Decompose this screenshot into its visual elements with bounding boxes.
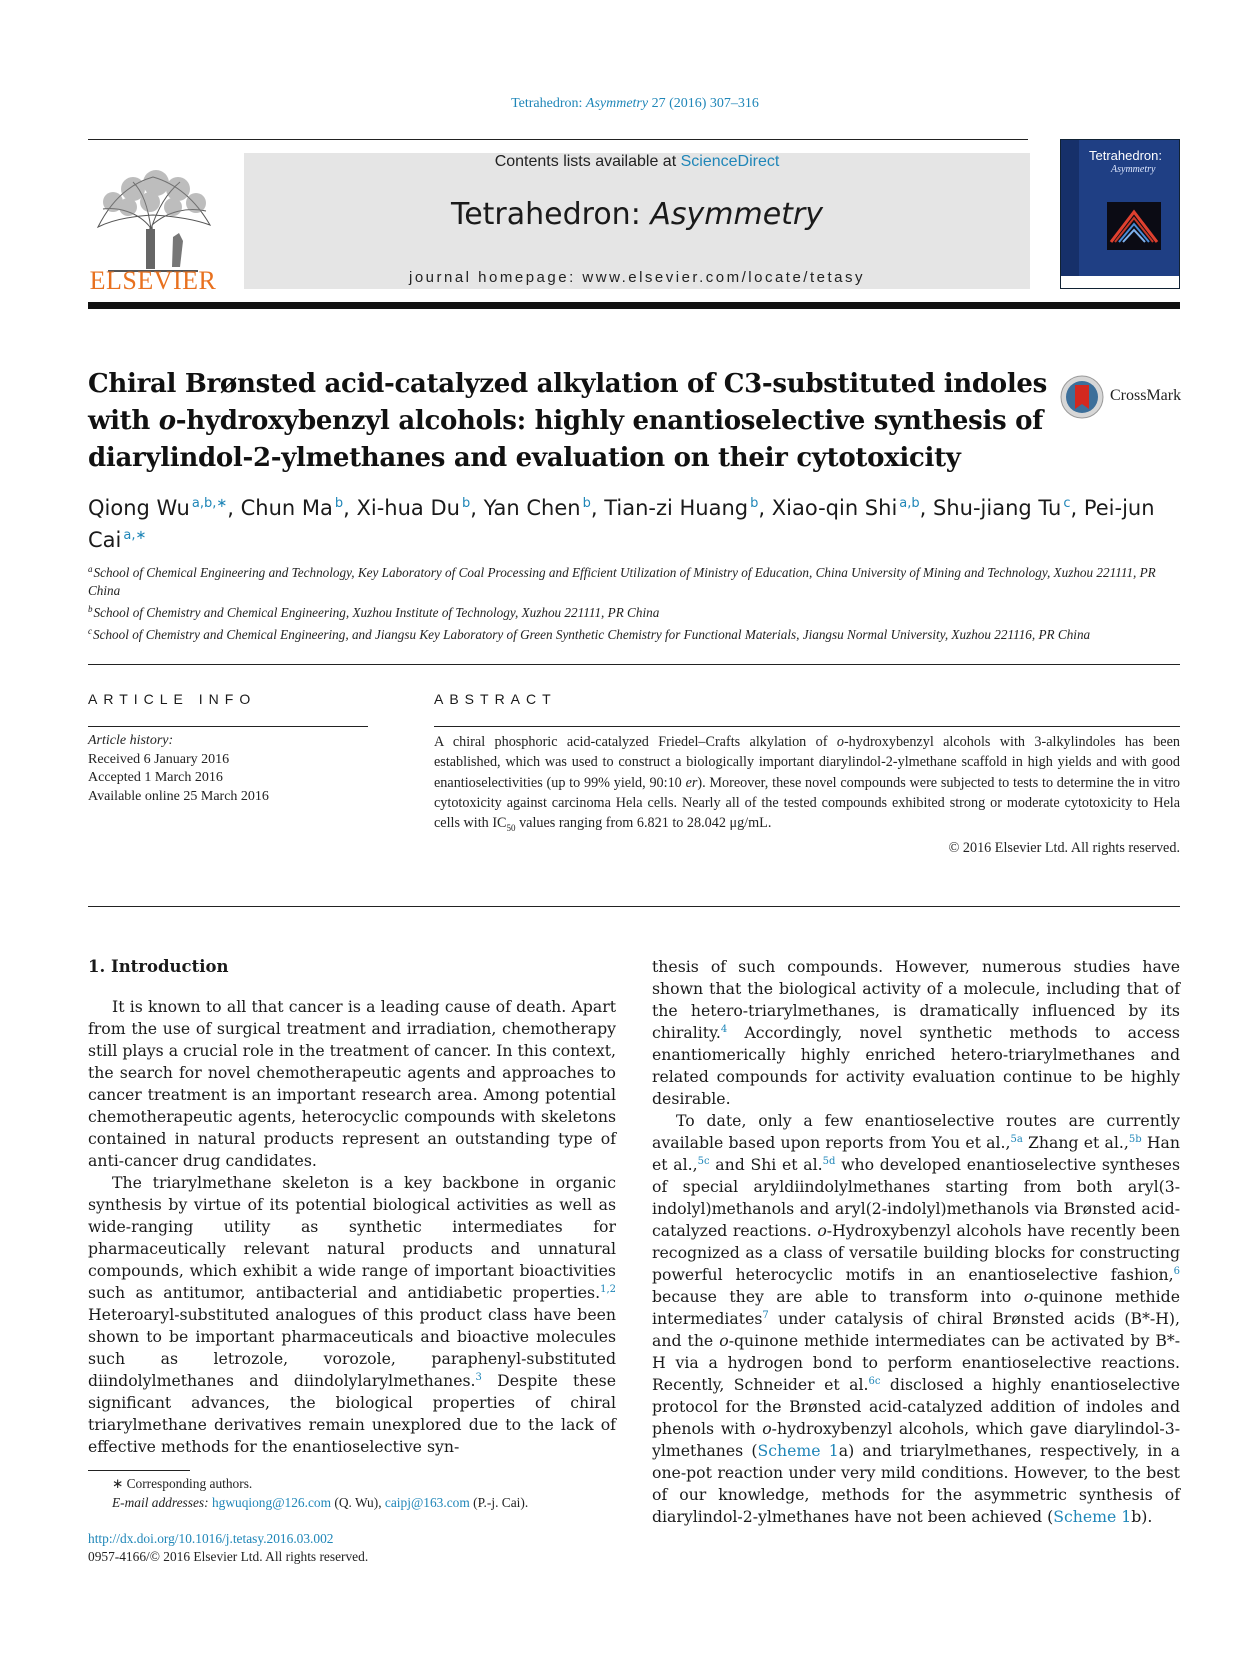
abstract-body: A chiral phosphoric acid-catalyzed Friedel–Crafts alkylation of o-hydroxybenzyl alcohols with 3-alkylindoles has been established, which was used to construct a biologically important diarylindol-2-ylmethane scaffold in high yields and with good enantioselectivities (up to 99% yield, 90:10 er). Moreover, these novel compounds were subjected to tests to determine the in vitro cytotoxicity against carcinoma Hela cells. Nearly all of the tested compounds exhibited strong or moderate cytotoxicity to Hela cells with $IC_{50}$ values ranging from 6.821 to 28.042 μg/mL.	[434, 734, 1181, 834]
affiliation-c: $^c$School of Chemistry and Chemical Engineering, and Jiangsu Key Laboratory of Green Synthetic Chemistry for Functional Materials, Jiangsu Normal University, Xuzhou 221116, PR China	[88, 626, 1091, 642]
email-line	[88, 1493, 628, 1512]
journal-name-italic: Asymmetry	[650, 197, 824, 232]
header-rule	[88, 139, 1028, 140]
corresponding-note: ∗ Corresponding authors.	[112, 1476, 253, 1491]
email-owner: (P.-j. Cai).	[473, 1495, 529, 1510]
citation-journal-italic: Asymmetry	[585, 96, 649, 111]
online-date: Available online 25 March 2016	[88, 788, 269, 804]
contents-prefix: Contents lists available at	[494, 153, 677, 170]
info-rule	[88, 726, 368, 727]
affiliation-b: $^b$School of Chemistry and Chemical Engineering, Xuzhou Institute of Technology, Xuzhou 221111, PR China	[88, 604, 660, 620]
paragraph: To date, only a few enantioselective routes are currently available based upon reports from You et al.,$^{5a}$ Zhang et al.,$^{5b}$ Han et al.,$^{5c}$ and Shi et al.$^{5d}$ who developed enantioselective syntheses of special aryldiindolylmethanes starting from both aryl(3-indolyl)methanols and aryl(2-indolyl)methanols via Brønsted acid-catalyzed reactions. o-Hydroxybenzyl alcohols have recently been recognized as a class of versatile building blocks for constructing powerful heterocyclic motifs in an enantioselective fashion,$^6$ because they are able to transform into o-quinone methide intermediates$^7$ under catalysis of chiral Brønsted acids (B*-H), and the o-quinone methide intermediates can be activated by B*-H via a hydrogen bond to perform enantioselective reactions. Recently, Schneider et al.$^{6c}$ disclosed a highly enantioselective protocol for the Brønsted acid-catalyzed addition of indoles and phenols with o-hydroxybenzyl alcohols, which gave diarylindol-3-ylmethanes (Scheme 1a) and triarylmethanes, respectively, in a one-pot reaction under very mild conditions. However, to the best of our knowledge, methods for the asymmetric synthesis of diarylindol-2-ylmethanes have not been achieved (Scheme 1b).	[652, 1111, 1181, 1526]
contents-available	[244, 153, 1030, 171]
author[interactable]: Xi-hua Du $^b$	[356, 496, 471, 520]
reference-link[interactable]: 1,2	[600, 1284, 616, 1295]
abstract-heading: ABSTRACT	[434, 691, 557, 707]
journal-homepage[interactable]: journal homepage: www.elsevier.com/locate/tetasy	[408, 269, 865, 286]
journal-cover-image	[1060, 139, 1180, 289]
sciencedirect-link[interactable]: ScienceDirect	[680, 153, 780, 170]
journal-banner	[244, 153, 1030, 289]
crossmark-icon	[1060, 375, 1104, 419]
author[interactable]: Shu-jiang Tu $^c$	[933, 496, 1071, 520]
author[interactable]: Xiao-qin Shi $^{a,b}$	[771, 496, 920, 520]
body-column-left	[88, 956, 616, 1458]
reference-link[interactable]: 5c	[697, 1156, 710, 1167]
crossmark-badge[interactable]	[1060, 375, 1195, 419]
history-label: Article history:	[88, 733, 174, 748]
journal-name-main: Tetrahedron:	[450, 197, 641, 232]
paragraph: thesis of such compounds. However, numerous studies have shown that the biological activity of a molecule, including that of the hetero-triarylmethanes, is dramatically influenced by its chirality.$^4$ Accordingly, novel synthetic methods to access enantiomerically highly enriched hetero-triarylmethanes and related compounds for activity evaluation continue to be highly desirable.	[652, 957, 1180, 1108]
reference-link[interactable]: 6c	[868, 1376, 881, 1387]
affiliations	[88, 560, 1180, 644]
divider	[88, 664, 1180, 665]
article-history	[88, 732, 388, 806]
author[interactable]: Chun Ma $^b$	[240, 496, 344, 520]
cover-strip	[1061, 140, 1079, 289]
email-link[interactable]: caipj@163.com	[384, 1495, 470, 1510]
title-part-2: -hydroxybenzyl alcohols: highly enantioselective synthesis of diarylindol-2-ylmethanes and evaluation on their cytotoxicity	[88, 406, 1044, 473]
divider	[88, 906, 1180, 907]
reference-link[interactable]: 4	[720, 1024, 728, 1035]
body-column-right	[652, 956, 1180, 1528]
author[interactable]: Qiong Wu $^{a,b,∗}$	[88, 496, 228, 520]
journal-citation[interactable]	[0, 96, 1241, 112]
article-title	[88, 366, 1048, 477]
header-thick-rule	[88, 302, 1180, 309]
paragraph: It is known to all that cancer is a leading cause of death. Apart from the use of surgical treatment and irradiation, chemotherapy still plays a crucial role in the treatment of cancer. In this context, the search for novel chemotherapeutic agents and approaches to cancer treatment is an important research area. Among potential chemotherapeutic agents, heterocyclic compounds with skeletons contained in natural products represent an outstanding type of anti-cancer drug candidates.	[88, 997, 617, 1170]
reference-link[interactable]: 6	[1173, 1266, 1180, 1277]
author[interactable]: Tian-zi Huang $^b$	[604, 496, 759, 520]
reference-link[interactable]: 7	[762, 1310, 769, 1321]
email-link[interactable]: hgwuqiong@126.com	[211, 1495, 332, 1510]
paragraph: The triarylmethane skeleton is a key backbone in organic synthesis by virtue of its potential biological activities as well as wide-ranging utility as synthetic intermediates for pharmaceutically relevant natural products and unnatural compounds, which exhibit a wide range of important bioactivities such as antitumor, antibacterial and antidiabetic properties.$^{1,2}$ Heteroaryl-substituted analogues of this product class have been shown to be important pharmaceuticals and bioactive molecules such as letrozole, vorozole, paraphenyl-substituted diindolylmethanes and diindolylarylmethanes.$^3$ Despite these significant advances, the biological properties of chiral triarylmethane derivatives remain unexplored due to the lack of effective methods for the enantioselective syn-	[88, 1173, 616, 1456]
author[interactable]: Pei-jun Cai $^{a,∗}$	[88, 496, 1155, 552]
affiliation-a: $^a$School of Chemical Engineering and Technology, Key Laboratory of Coal Processing and Efficient Utilization of Ministry of Education, China University of Mining and Technology, Xuzhou 221111, PR China	[88, 564, 1156, 598]
cover-title: Tetrahedron:	[1089, 148, 1162, 163]
author-list: Qiong Wu $^{a,b,∗}$, Chun Ma $^b$, Xi-hua Du $^b$, Yan Chen $^b$, Tian-zi Huang $^b$, Xiao-qin Shi $^{a,b}$, Shu-jiang Tu $^c$, Pei-jun Cai $^{a,∗}$	[88, 496, 1155, 552]
footnote	[88, 1474, 628, 1512]
citation-volume: 27 (2016) 307–316	[651, 96, 759, 111]
doi-link[interactable]: http://dx.doi.org/10.1016/j.tetasy.2016.03.002	[88, 1531, 334, 1546]
crossmark-label: CrossMark	[1110, 387, 1182, 404]
doi-block	[88, 1530, 368, 1566]
scheme-link[interactable]: Scheme 1	[1053, 1507, 1132, 1526]
article-info-heading: ARTICLE INFO	[88, 691, 257, 707]
issn-line: 0957-4166/© 2016 Elsevier Ltd. All rights reserved.	[88, 1549, 369, 1564]
reference-link[interactable]: 5d	[822, 1156, 836, 1167]
citation-journal: Tetrahedron:	[511, 96, 583, 111]
accepted-date: Accepted 1 March 2016	[88, 770, 223, 785]
section-heading: 1. Introduction	[88, 957, 229, 976]
author[interactable]: Yan Chen $^b$	[483, 496, 591, 520]
title-part-1: Chiral Brønsted acid-catalyzed alkylation of C3-substituted indoles with	[88, 369, 1047, 436]
abstract-copyright: © 2016 Elsevier Ltd. All rights reserved.	[948, 840, 1180, 857]
reference-link[interactable]: 3	[475, 1372, 482, 1383]
elsevier-wordmark: ELSEVIER	[89, 266, 217, 295]
email-owner: (Q. Wu),	[334, 1495, 382, 1510]
abstract-text	[434, 732, 1180, 859]
email-label: E-mail addresses:	[112, 1495, 209, 1510]
cover-artwork-icon	[1107, 202, 1161, 250]
reference-link[interactable]: 5b	[1128, 1134, 1142, 1145]
journal-name	[244, 197, 1030, 232]
footnote-rule	[88, 1470, 190, 1471]
received-date: Received 6 January 2016	[88, 751, 230, 767]
cover-subtitle: Asymmetry	[1111, 164, 1156, 175]
abstract-rule	[434, 726, 1180, 727]
reference-link[interactable]: 5a	[1010, 1134, 1023, 1145]
title-italic: o	[158, 406, 176, 436]
scheme-link[interactable]: Scheme 1	[757, 1441, 839, 1460]
cover-footer	[1061, 276, 1180, 288]
